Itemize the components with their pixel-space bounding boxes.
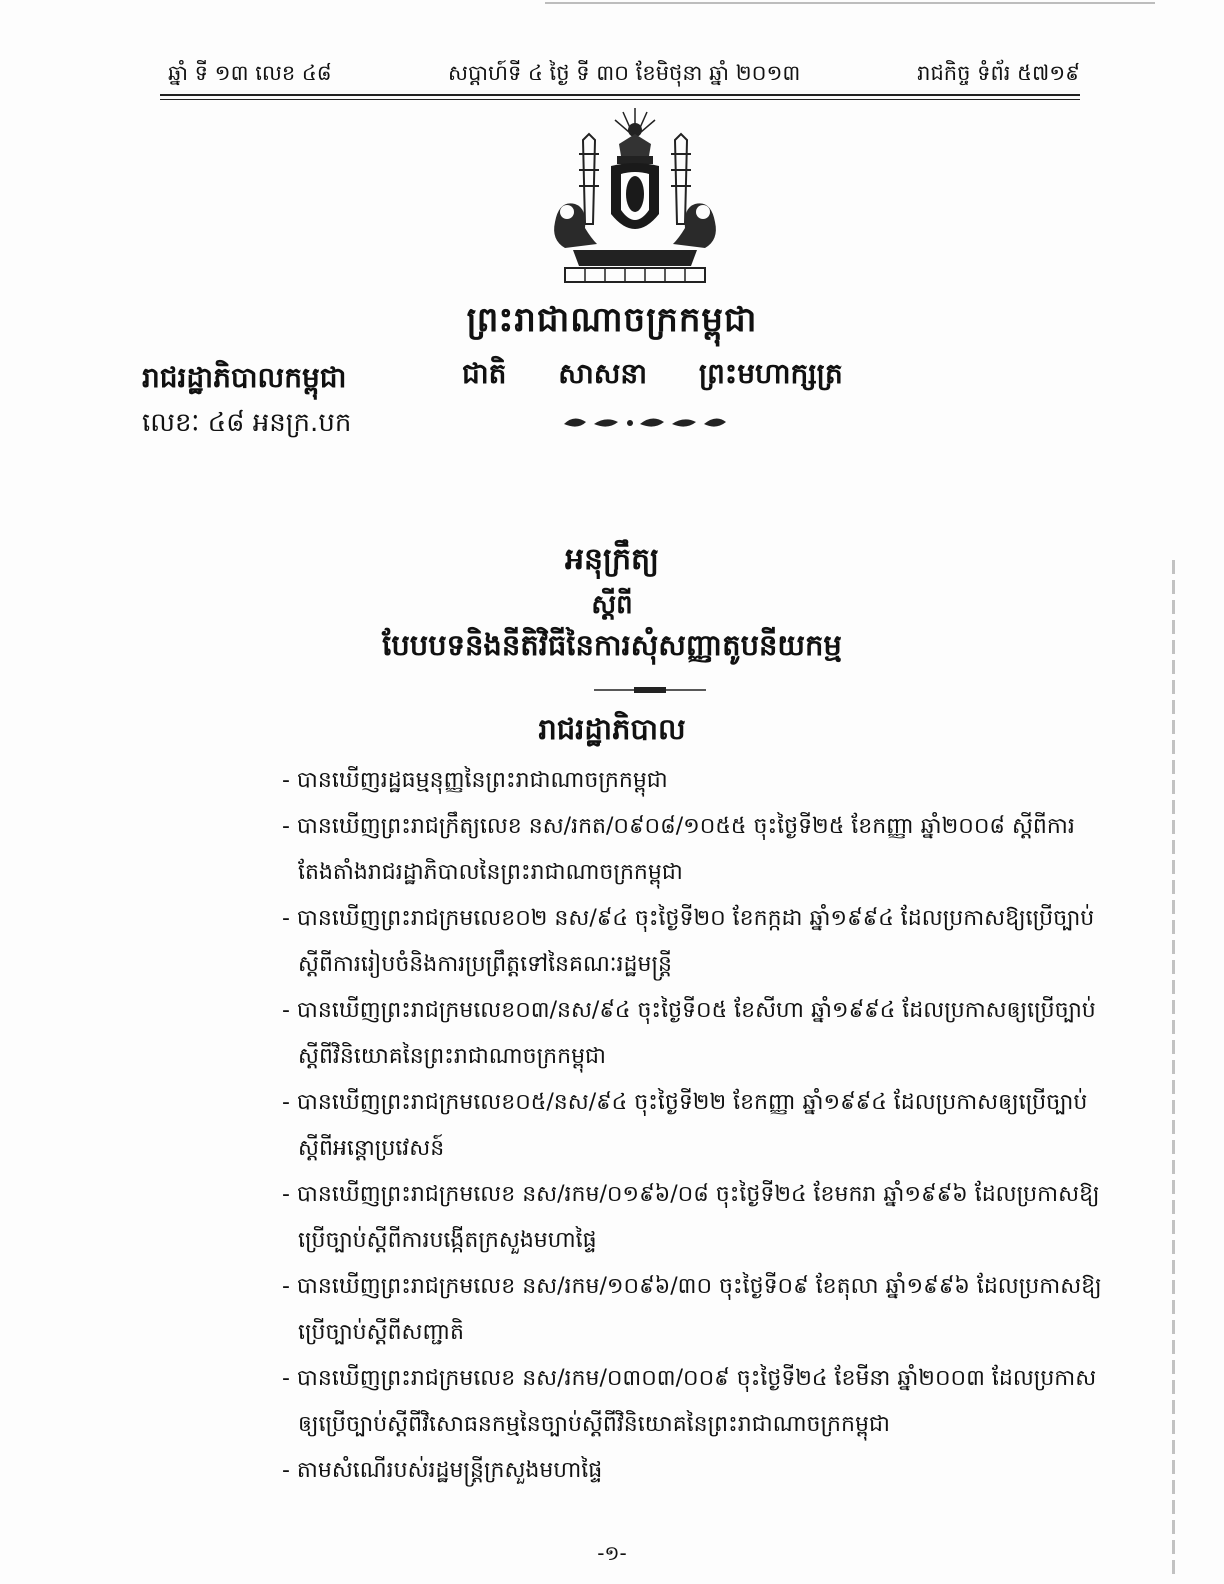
clause-item: - បានឃើញព្រះរាជក្រមលេខ នស/រកម/១០៩៦/៣០ ចុះថ្ងៃទី០៩ ខែតុលា ឆ្នាំ១៩៩៦ ដែលប្រកាសឱ្យប្រើច្បាប់ស្តីពីសញ្ជាតិ — [282, 1274, 1102, 1345]
clause-item: - តាមសំណើរបស់រដ្ឋមន្ត្រីក្រសួងមហាផ្ទៃ — [282, 1458, 603, 1483]
header-rule — [160, 94, 1080, 100]
issue-date: សប្តាហ៍ទី ៤ ថ្ងៃ ទី ៣០ ខែមិថុនា ឆ្នាំ ២០១៣ — [448, 61, 801, 85]
clause-item: - បានឃើញព្រះរាជក្រមលេខ០២ នស/៩៤ ចុះថ្ងៃទី២០ ខែកក្កដា ឆ្នាំ១៩៩៤ ដែលប្រកាសឱ្យប្រើច្បាប់ស្តីពីការរៀបចំនិងការប្រព្រឹត្តទៅនៃគណៈរដ្ឋមន្ត្រី — [282, 906, 1095, 977]
section-heading: រាជរដ្ឋាភិបាល — [538, 712, 686, 746]
national-motto — [462, 356, 885, 397]
clause-item: - បានឃើញព្រះរាជក្រមលេខ០៣/នស/៩៤ ចុះថ្ងៃទី០៥ ខែសីហា ឆ្នាំ១៩៩៤ ដែលប្រកាសឲ្យប្រើច្បាប់ស្តីពីវិនិយោគនៃព្រះរាជាណាចក្រកម្ពុជា — [282, 998, 1096, 1069]
gazette-page-ref: រាជកិច្ច ទំព័រ ៥៧១៩ — [917, 61, 1080, 85]
motto-king: ព្រះមហាក្សត្រ — [698, 357, 843, 390]
clause-item: - បានឃើញព្រះរាជក្រមលេខ នស/រកម/០១៩៦/០៨ ចុះថ្ងៃទី២៤ ខែមករា ឆ្នាំ១៩៩៦ ដែលប្រកាសឱ្យប្រើច្បាប់ស្តីពីការបង្កើតក្រសួងមហាផ្ទៃ — [282, 1182, 1100, 1253]
page-number: -១- — [597, 1541, 627, 1565]
clause-item: - បានឃើញព្រះរាជក្រឹត្យលេខ នស/រកត/០៩០៨/១០៥៥ ចុះថ្ងៃទី២៥ ខែកញ្ញា ឆ្នាំ២០០៨ ស្តីពីការតែងតាំងរាជរដ្ឋាភិបាលនៃព្រះរាជាណាចក្រកម្ពុជា — [282, 814, 1075, 885]
motto-religion: សាសនា — [558, 357, 648, 390]
ornament-flourish-icon — [560, 410, 730, 434]
gazette-header — [160, 58, 1080, 92]
motto-nation: ជាតិ — [462, 357, 507, 390]
title-divider — [594, 685, 706, 695]
preamble-clauses — [282, 758, 1112, 1494]
issue-number: ឆ្នាំ ទី ១៣ លេខ ៤៨ — [168, 61, 332, 85]
royal-coat-of-arms-icon — [545, 104, 725, 290]
kingdom-name: ព្រះរាជាណាចក្រកម្ពុជា — [466, 300, 758, 340]
scan-artifact-top — [545, 2, 1155, 4]
decree-about: ស្តីពី — [591, 590, 633, 620]
decree-title: អនុក្រឹត្យ — [564, 542, 660, 577]
government-name: រាជរដ្ឋាភិបាលកម្ពុជា — [142, 361, 347, 394]
clause-item: - បានឃើញព្រះរាជក្រមលេខ០៥/នស/៩៤ ចុះថ្ងៃទី២២ ខែកញ្ញា ឆ្នាំ១៩៩៤ ដែលប្រកាសឲ្យប្រើច្បាប់ស្តីពីអន្តោប្រវេសន៍ — [282, 1090, 1088, 1161]
clause-item: - បានឃើញរដ្ឋធម្មនុញ្ញនៃព្រះរាជាណាចក្រកម្ពុជា — [282, 768, 668, 793]
clause-item: - បានឃើញព្រះរាជក្រមលេខ នស/រកម/០៣០៣/០០៩ ចុះថ្ងៃទី២៤ ខែមីនា ឆ្នាំ២០០៣ ដែលប្រកាសឲ្យប្រើច្បាប់ស្តីពីវិសោធនកម្មនៃច្បាប់ស្តីពីវិនិយោគនៃព្រះរាជាណាចក្រកម្ពុជា — [282, 1366, 1097, 1437]
decree-subject: បែបបទនិងនីតិវិធីនៃការសុំសញ្ញាតូបនីយកម្ម — [382, 628, 842, 662]
reference-number: លេខៈ ៤៨ អនក្រ.បក — [142, 408, 352, 438]
